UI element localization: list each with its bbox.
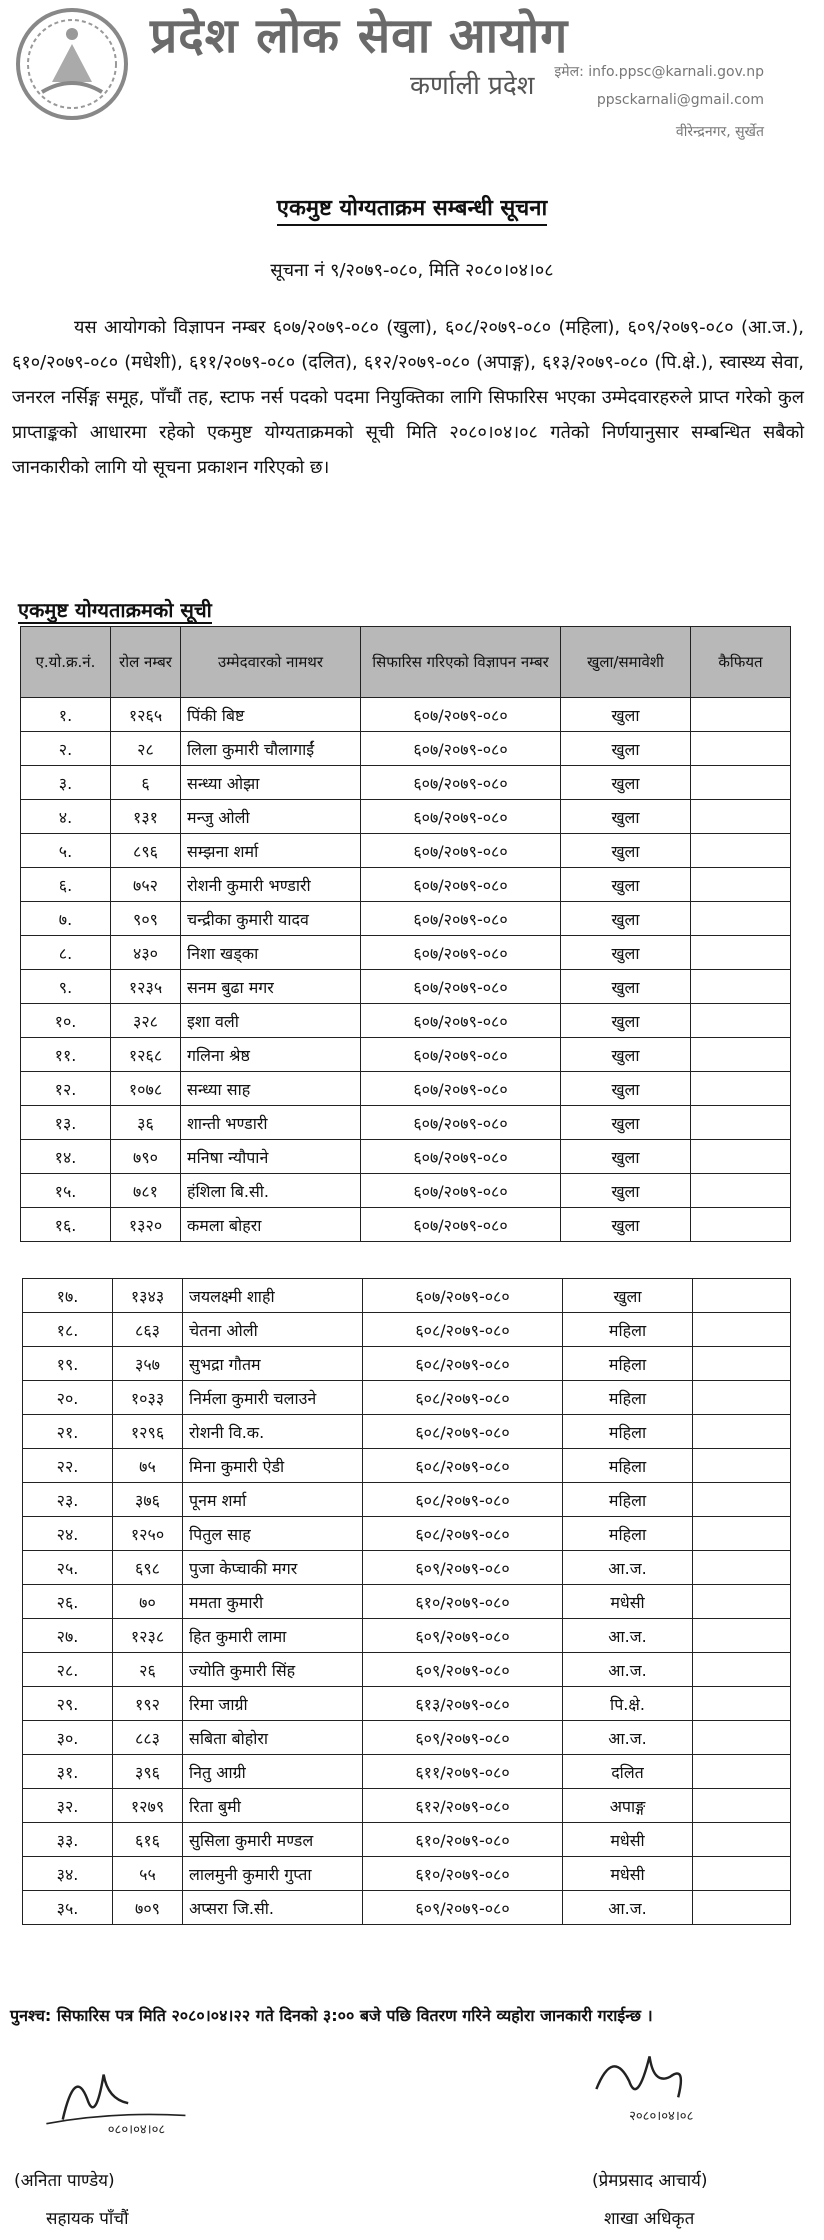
cell-remarks (693, 1279, 791, 1313)
cell-roll: ७५२ (111, 868, 181, 902)
cell-name: मन्जु ओली (181, 800, 361, 834)
cell-category: आ.ज. (563, 1721, 693, 1755)
cell-name: शान्ती भण्डारी (181, 1106, 361, 1140)
cell-serial: १९. (23, 1347, 113, 1381)
cell-serial: २५. (23, 1551, 113, 1585)
cell-category: मधेसी (563, 1823, 693, 1857)
cell-remarks (691, 834, 791, 868)
cell-remarks (693, 1721, 791, 1755)
cell-category: खुला (561, 766, 691, 800)
cell-name: सम्झना शर्मा (181, 834, 361, 868)
cell-name: रिमा जाग्री (183, 1687, 363, 1721)
cell-ad-number: ६०७/२०७९-०८० (361, 868, 561, 902)
cell-name: पिंकी बिष्ट (181, 698, 361, 732)
cell-category: पि.क्षे. (563, 1687, 693, 1721)
cell-roll: १०३३ (113, 1381, 183, 1415)
table-row (23, 1789, 791, 1823)
cell-roll: १९२ (113, 1687, 183, 1721)
table-row (23, 1653, 791, 1687)
right-signature (560, 2040, 780, 2130)
email-secondary: ppsckarnali@gmail.com (596, 92, 764, 108)
cell-name: जयलक्ष्मी शाही (183, 1279, 363, 1313)
cell-category: खुला (561, 732, 691, 766)
cell-remarks (693, 1347, 791, 1381)
cell-remarks (693, 1551, 791, 1585)
cell-serial: २२. (23, 1449, 113, 1483)
header-remarks: कैफियत (691, 627, 791, 698)
table-row (23, 1619, 791, 1653)
notice-body: यस आयोगको विज्ञापन नम्बर ६०७/२०७९-०८० (खुला), ६०८/२०७९-०८० (महिला), ६०९/२०७९-०८० (आ.ज.), ६१०/२०७९-०८० (मधेशी), ६११/२०७९-०८० (दलित), ६१२/२०७९-०८० (अपाङ्ग), ६१३/२०७९-०८० (पि.क्षे.), स्वास्थ्य सेवा, जनरल नर्सिङ्ग समूह, पाँचौं तह, स्टाफ नर्स पदको पदमा नियुक्तिका लागि सिफारिस भएका उम्मेदवारहरुले प्राप्त गरेको कुल प्राप्ताङ्कको आधारमा रहेको एकमुष्ट योग्यताक्रमको सूची मिति २०८०।०४।०८ गतेको निर्णयानुसार सम्बन्धित सबैको जानकारीको लागि यो सूचना प्रकाशन गरिएको छ। (12, 317, 804, 478)
cell-serial: ७. (21, 902, 111, 936)
cell-ad-number: ६१०/२०७९-०८० (363, 1857, 563, 1891)
cell-remarks (691, 1174, 791, 1208)
cell-ad-number: ६०७/२०७९-०८० (361, 1174, 561, 1208)
cell-ad-number: ६०८/२०७९-०८० (363, 1347, 563, 1381)
cell-ad-number: ६०९/२०७९-०८० (363, 1619, 563, 1653)
cell-roll: ४३० (111, 936, 181, 970)
cell-name: चन्द्रीका कुमारी यादव (181, 902, 361, 936)
cell-category: खुला (561, 1208, 691, 1242)
table-row (21, 970, 791, 1004)
cell-ad-number: ६०७/२०७९-०८० (361, 1106, 561, 1140)
cell-name: रिता बुमी (183, 1789, 363, 1823)
cell-category: महिला (563, 1483, 693, 1517)
list-title: एकमुष्ट योग्यताक्रमको सूची (18, 598, 212, 622)
cell-category: खुला (561, 970, 691, 1004)
cell-remarks (691, 1038, 791, 1072)
cell-category: खुला (561, 800, 691, 834)
cell-roll: ३९६ (113, 1755, 183, 1789)
cell-serial: ३३. (23, 1823, 113, 1857)
header-category: खुला/समावेशी (561, 627, 691, 698)
header-ad-number: सिफारिस गरिएको विज्ञापन नम्बर (361, 627, 561, 698)
postscript-note: पुनश्च: सिफारिस पत्र मिति २०८०।०४।२२ गते दिनको ३:०० बजे पछि वितरण गरिने व्यहोरा जानकारी गराईन्छ । (10, 2006, 653, 2025)
cell-roll: १०७८ (111, 1072, 181, 1106)
cell-name: रोशनी वि.क. (183, 1415, 363, 1449)
cell-name: सन्ध्या ओझा (181, 766, 361, 800)
table-row (23, 1891, 791, 1925)
cell-ad-number: ६०७/२०७९-०८० (361, 1208, 561, 1242)
cell-serial: ३५. (23, 1891, 113, 1925)
cell-category: खुला (561, 936, 691, 970)
email-primary: इमेल: info.ppsc@karnali.gov.np (554, 64, 764, 80)
office-location: वीरेन्द्रनगर, सुर्खेत (675, 124, 764, 140)
cell-category: महिला (563, 1347, 693, 1381)
cell-roll: १३१ (111, 800, 181, 834)
cell-roll: ६१६ (113, 1823, 183, 1857)
table-row (23, 1857, 791, 1891)
cell-category: खुला (561, 834, 691, 868)
cell-ad-number: ६०८/२०७९-०८० (363, 1483, 563, 1517)
cell-ad-number: ६०७/२०७९-०८० (361, 970, 561, 1004)
cell-ad-number: ६०८/२०७९-०८० (363, 1517, 563, 1551)
cell-category: आ.ज. (563, 1619, 693, 1653)
table-row (21, 1106, 791, 1140)
cell-ad-number: ६०७/२०७९-०८० (361, 766, 561, 800)
cell-remarks (693, 1789, 791, 1823)
cell-roll: ७०९ (113, 1891, 183, 1925)
table-row (23, 1755, 791, 1789)
table-row (21, 1072, 791, 1106)
cell-serial: २४. (23, 1517, 113, 1551)
cell-roll: १३२० (111, 1208, 181, 1242)
cell-serial: २०. (23, 1381, 113, 1415)
cell-serial: ३४. (23, 1857, 113, 1891)
cell-category: आ.ज. (563, 1891, 693, 1925)
cell-serial: १७. (23, 1279, 113, 1313)
cell-serial: ५. (21, 834, 111, 868)
table-row (21, 766, 791, 800)
table-row (21, 698, 791, 732)
cell-remarks (691, 1140, 791, 1174)
cell-serial: ३२. (23, 1789, 113, 1823)
header-name: उम्मेदवारको नामथर (181, 627, 361, 698)
cell-serial: २. (21, 732, 111, 766)
cell-serial: १८. (23, 1313, 113, 1347)
cell-name: निर्मला कुमारी चलाउने (183, 1381, 363, 1415)
cell-roll: ३७६ (113, 1483, 183, 1517)
table-row (23, 1347, 791, 1381)
left-signature-date: ०८०।०४।०८ (107, 2122, 166, 2138)
cell-serial: ३. (21, 766, 111, 800)
table-row (21, 1004, 791, 1038)
right-signatory-name: (प्रेमप्रसाद आचार्य) (592, 2171, 708, 2191)
cell-remarks (693, 1755, 791, 1789)
cell-remarks (691, 766, 791, 800)
cell-ad-number: ६०९/२०७९-०८० (363, 1721, 563, 1755)
table-row (23, 1279, 791, 1313)
cell-remarks (691, 936, 791, 970)
cell-serial: ८. (21, 936, 111, 970)
cell-remarks (693, 1449, 791, 1483)
cell-category: महिला (563, 1313, 693, 1347)
cell-roll: १२७९ (113, 1789, 183, 1823)
cell-ad-number: ६०७/२०७९-०८० (361, 834, 561, 868)
cell-category: खुला (561, 1174, 691, 1208)
left-signatory-name: (अनिता पाण्डेय) (14, 2171, 115, 2191)
cell-roll: ७५ (113, 1449, 183, 1483)
table-row (21, 868, 791, 902)
cell-name: पुजा केप्चाकी मगर (183, 1551, 363, 1585)
cell-serial: ९. (21, 970, 111, 1004)
cell-name: निशा खड्का (181, 936, 361, 970)
cell-category: आ.ज. (563, 1551, 693, 1585)
cell-remarks (693, 1653, 791, 1687)
cell-remarks (693, 1381, 791, 1415)
table-row (21, 800, 791, 834)
table-row (23, 1823, 791, 1857)
cell-remarks (693, 1687, 791, 1721)
cell-roll: ३५७ (113, 1347, 183, 1381)
cell-ad-number: ६०९/२०७९-०८० (363, 1551, 563, 1585)
cell-remarks (691, 698, 791, 732)
cell-category: मधेसी (563, 1857, 693, 1891)
cell-remarks (691, 1004, 791, 1038)
notice-title: एकमुष्ट योग्यताक्रम सम्बन्धी सूचना (0, 192, 824, 222)
cell-name: पितुल साह (183, 1517, 363, 1551)
cell-serial: १०. (21, 1004, 111, 1038)
cell-ad-number: ६०९/२०७९-०८० (363, 1891, 563, 1925)
table-row (23, 1721, 791, 1755)
cell-serial: ११. (21, 1038, 111, 1072)
cell-name: ज्योति कुमारी सिंह (183, 1653, 363, 1687)
cell-serial: १२. (21, 1072, 111, 1106)
cell-ad-number: ६०८/२०७९-०८० (363, 1415, 563, 1449)
cell-name: सबिता बोहोरा (183, 1721, 363, 1755)
cell-roll: १२३५ (111, 970, 181, 1004)
nepal-emblem-icon (12, 4, 132, 124)
cell-roll: १२६५ (111, 698, 181, 732)
cell-ad-number: ६१०/२०७९-०८० (363, 1823, 563, 1857)
table-row (21, 1140, 791, 1174)
table-row (23, 1483, 791, 1517)
cell-category: महिला (563, 1381, 693, 1415)
left-signature (10, 2050, 230, 2140)
table-row (21, 1208, 791, 1242)
cell-name: हित कुमारी लामा (183, 1619, 363, 1653)
cell-name: हंशिला बि.सी. (181, 1174, 361, 1208)
cell-ad-number: ६१०/२०७९-०८० (363, 1585, 563, 1619)
cell-remarks (693, 1415, 791, 1449)
cell-name: सुसिला कुमारी मण्डल (183, 1823, 363, 1857)
cell-category: खुला (563, 1279, 693, 1313)
cell-ad-number: ६०७/२०७९-०८० (361, 902, 561, 936)
cell-ad-number: ६१२/२०७९-०८० (363, 1789, 563, 1823)
left-signatory-designation: सहायक पाँचौं (46, 2209, 129, 2229)
cell-ad-number: ६०७/२०७९-०८० (361, 936, 561, 970)
cell-serial: २७. (23, 1619, 113, 1653)
cell-serial: १४. (21, 1140, 111, 1174)
cell-remarks (693, 1517, 791, 1551)
cell-serial: ३१. (23, 1755, 113, 1789)
cell-ad-number: ६०७/२०७९-०८० (361, 1140, 561, 1174)
province-name: कर्णाली प्रदेश (410, 71, 535, 101)
notice-number: सूचना नं ९/२०७९-०८०, मिति २०८०।०४।०८ (270, 260, 554, 281)
cell-roll: ८८३ (113, 1721, 183, 1755)
cell-ad-number: ६०८/२०७९-०८० (363, 1313, 563, 1347)
cell-name: लालमुनी कुमारी गुप्ता (183, 1857, 363, 1891)
cell-name: लिला कुमारी चौलागाईं (181, 732, 361, 766)
cell-category: महिला (563, 1449, 693, 1483)
table-row (23, 1313, 791, 1347)
table-row (21, 902, 791, 936)
cell-serial: २१. (23, 1415, 113, 1449)
cell-roll: ५५ (113, 1857, 183, 1891)
cell-name: कमला बोहरा (181, 1208, 361, 1242)
header-serial: ए.यो.क्र.नं. (21, 627, 111, 698)
cell-category: अपाङ्ग (563, 1789, 693, 1823)
cell-roll: १२९६ (113, 1415, 183, 1449)
cell-ad-number: ६०७/२०७९-०८० (361, 732, 561, 766)
cell-serial: १३. (21, 1106, 111, 1140)
table-row (23, 1449, 791, 1483)
cell-roll: ७९० (111, 1140, 181, 1174)
right-signature-date: २०८०।०४।०८ (629, 2109, 694, 2125)
cell-category: आ.ज. (563, 1653, 693, 1687)
cell-roll: ७८१ (111, 1174, 181, 1208)
cell-roll: २८ (111, 732, 181, 766)
cell-category: महिला (563, 1517, 693, 1551)
cell-name: मनिषा न्यौपाने (181, 1140, 361, 1174)
cell-ad-number: ६०७/२०७९-०८० (361, 1072, 561, 1106)
cell-roll: ७० (113, 1585, 183, 1619)
cell-category: खुला (561, 698, 691, 732)
cell-roll: ३२८ (111, 1004, 181, 1038)
table-row (23, 1517, 791, 1551)
cell-name: मिना कुमारी ऐडी (183, 1449, 363, 1483)
cell-category: खुला (561, 1140, 691, 1174)
table-row (21, 1038, 791, 1072)
cell-name: चेतना ओली (183, 1313, 363, 1347)
cell-ad-number: ६०८/२०७९-०८० (363, 1449, 563, 1483)
cell-remarks (691, 970, 791, 1004)
cell-roll: १२६८ (111, 1038, 181, 1072)
cell-ad-number: ६११/२०७९-०८० (363, 1755, 563, 1789)
cell-remarks (693, 1891, 791, 1925)
cell-category: खुला (561, 1038, 691, 1072)
cell-category: खुला (561, 902, 691, 936)
cell-ad-number: ६०७/२०७९-०८० (361, 1038, 561, 1072)
cell-remarks (691, 800, 791, 834)
cell-remarks (693, 1823, 791, 1857)
merit-list-table-page2 (22, 1278, 791, 1925)
cell-serial: १५. (21, 1174, 111, 1208)
letterhead (0, 0, 824, 150)
cell-remarks (693, 1483, 791, 1517)
cell-ad-number: ६०८/२०७९-०८० (363, 1381, 563, 1415)
cell-roll: १२५० (113, 1517, 183, 1551)
table-row (23, 1585, 791, 1619)
table-row (21, 1174, 791, 1208)
cell-serial: १६. (21, 1208, 111, 1242)
cell-remarks (693, 1619, 791, 1653)
cell-remarks (693, 1585, 791, 1619)
cell-category: दलित (563, 1755, 693, 1789)
cell-remarks (691, 1106, 791, 1140)
right-signatory-designation: शाखा अधिकृत (604, 2209, 695, 2229)
cell-serial: ४. (21, 800, 111, 834)
cell-remarks (691, 902, 791, 936)
cell-category: खुला (561, 1072, 691, 1106)
cell-category: मधेसी (563, 1585, 693, 1619)
cell-name: इशा वली (181, 1004, 361, 1038)
cell-ad-number: ६०७/२०७९-०८० (361, 1004, 561, 1038)
table-row (23, 1415, 791, 1449)
header-roll: रोल नम्बर (111, 627, 181, 698)
cell-serial: ३०. (23, 1721, 113, 1755)
cell-serial: २६. (23, 1585, 113, 1619)
cell-name: नितु आग्री (183, 1755, 363, 1789)
cell-name: सुभद्रा गौतम (183, 1347, 363, 1381)
cell-category: खुला (561, 1106, 691, 1140)
table-row (23, 1551, 791, 1585)
cell-serial: २९. (23, 1687, 113, 1721)
cell-remarks (693, 1857, 791, 1891)
table-row (21, 834, 791, 868)
cell-roll: ३६ (111, 1106, 181, 1140)
cell-ad-number: ६०९/२०७९-०८० (363, 1653, 563, 1687)
cell-name: पूनम शर्मा (183, 1483, 363, 1517)
cell-name: सन्ध्या साह (181, 1072, 361, 1106)
cell-remarks (691, 1208, 791, 1242)
table-row (21, 732, 791, 766)
cell-remarks (691, 868, 791, 902)
cell-name: अप्सरा जि.सी. (183, 1891, 363, 1925)
cell-roll: ६९८ (113, 1551, 183, 1585)
cell-ad-number: ६०७/२०७९-०८० (361, 800, 561, 834)
cell-serial: २८. (23, 1653, 113, 1687)
cell-serial: ६. (21, 868, 111, 902)
cell-roll: ८६३ (113, 1313, 183, 1347)
cell-name: सनम बुढा मगर (181, 970, 361, 1004)
cell-roll: ८९६ (111, 834, 181, 868)
table-header-row (21, 627, 791, 698)
merit-list-table-page1 (20, 626, 791, 1242)
cell-roll: १२३८ (113, 1619, 183, 1653)
cell-ad-number: ६०७/२०७९-०८० (361, 698, 561, 732)
cell-name: ममता कुमारी (183, 1585, 363, 1619)
cell-roll: ६ (111, 766, 181, 800)
cell-roll: १३४३ (113, 1279, 183, 1313)
cell-ad-number: ६०७/२०७९-०८० (363, 1279, 563, 1313)
cell-roll: ९०९ (111, 902, 181, 936)
cell-ad-number: ६१३/२०७९-०८० (363, 1687, 563, 1721)
cell-remarks (691, 1072, 791, 1106)
cell-serial: २३. (23, 1483, 113, 1517)
table-row (23, 1687, 791, 1721)
table-row (21, 936, 791, 970)
table-row (23, 1381, 791, 1415)
cell-roll: २६ (113, 1653, 183, 1687)
cell-name: रोशनी कुमारी भण्डारी (181, 868, 361, 902)
cell-category: महिला (563, 1415, 693, 1449)
cell-name: गलिना श्रेष्ठ (181, 1038, 361, 1072)
cell-remarks (693, 1313, 791, 1347)
cell-serial: १. (21, 698, 111, 732)
cell-category: खुला (561, 1004, 691, 1038)
cell-category: खुला (561, 868, 691, 902)
org-name: प्रदेश लोक सेवा आयोग (150, 8, 569, 64)
cell-remarks (691, 732, 791, 766)
